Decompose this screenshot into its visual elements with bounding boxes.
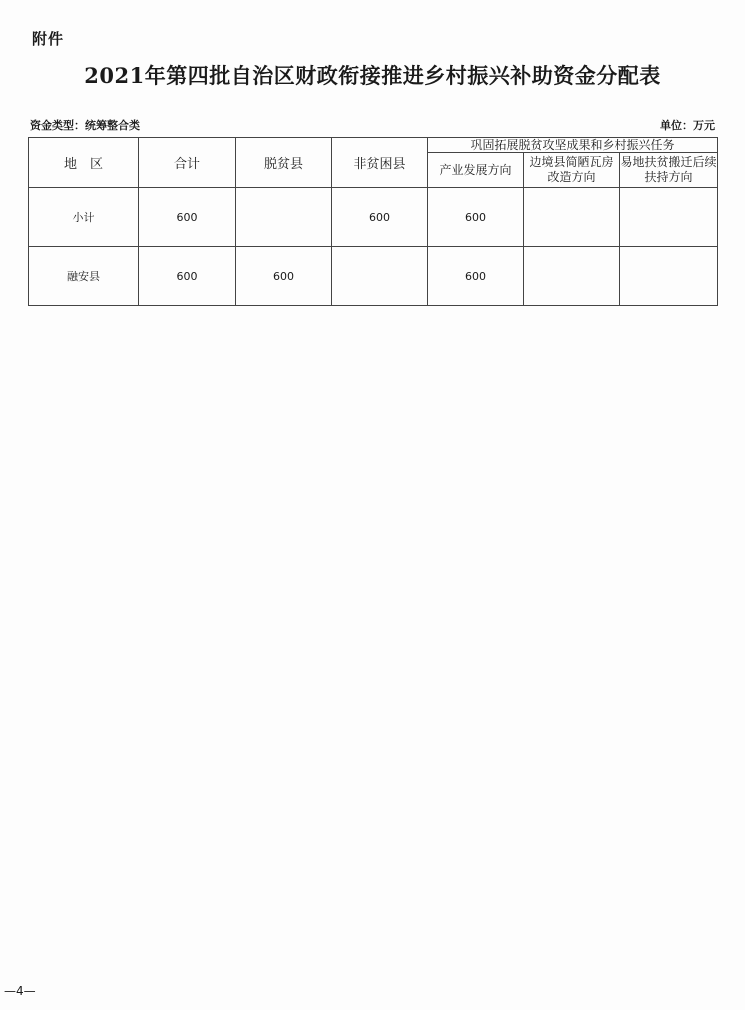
cell-region: 融安县 xyxy=(29,247,139,306)
unit-label: 单位：万元 xyxy=(660,119,715,132)
header-total: 合计 xyxy=(139,138,236,188)
document-title: 2021年第四批自治区财政衔接推进乡村振兴补助资金分配表 xyxy=(84,63,661,88)
cell-total: 600 xyxy=(139,188,236,247)
cell-non-poverty-county: 600 xyxy=(332,188,428,247)
cell-total: 600 xyxy=(139,247,236,306)
cell-border xyxy=(524,188,620,247)
header-industry: 产业发展方向 xyxy=(428,153,524,188)
cell-border xyxy=(524,247,620,306)
header-poverty-county: 脱贫县 xyxy=(236,138,332,188)
page-number: —4— xyxy=(4,984,36,998)
table-row xyxy=(29,188,718,247)
cell-region: 小计 xyxy=(29,188,139,247)
cell-non-poverty-county xyxy=(332,247,428,306)
header-task-group: 巩固拓展脱贫攻坚成果和乡村振兴任务 xyxy=(428,138,718,153)
fund-type-label: 资金类型：统筹整合类 xyxy=(30,119,140,132)
header-relocation: 易地扶贫搬迁后续扶持方向 xyxy=(620,153,718,188)
cell-relocation xyxy=(620,247,718,306)
header-non-poverty-county: 非贫困县 xyxy=(332,138,428,188)
attachment-label: 附件 xyxy=(32,30,65,48)
cell-poverty-county xyxy=(236,188,332,247)
header-region: 地 区 xyxy=(29,138,139,188)
table-row xyxy=(29,247,718,306)
header-border: 边境县简陋瓦房改造方向 xyxy=(524,153,620,188)
allocation-table xyxy=(28,137,718,306)
cell-poverty-county: 600 xyxy=(236,247,332,306)
cell-industry: 600 xyxy=(428,188,524,247)
cell-relocation xyxy=(620,188,718,247)
cell-industry: 600 xyxy=(428,247,524,306)
